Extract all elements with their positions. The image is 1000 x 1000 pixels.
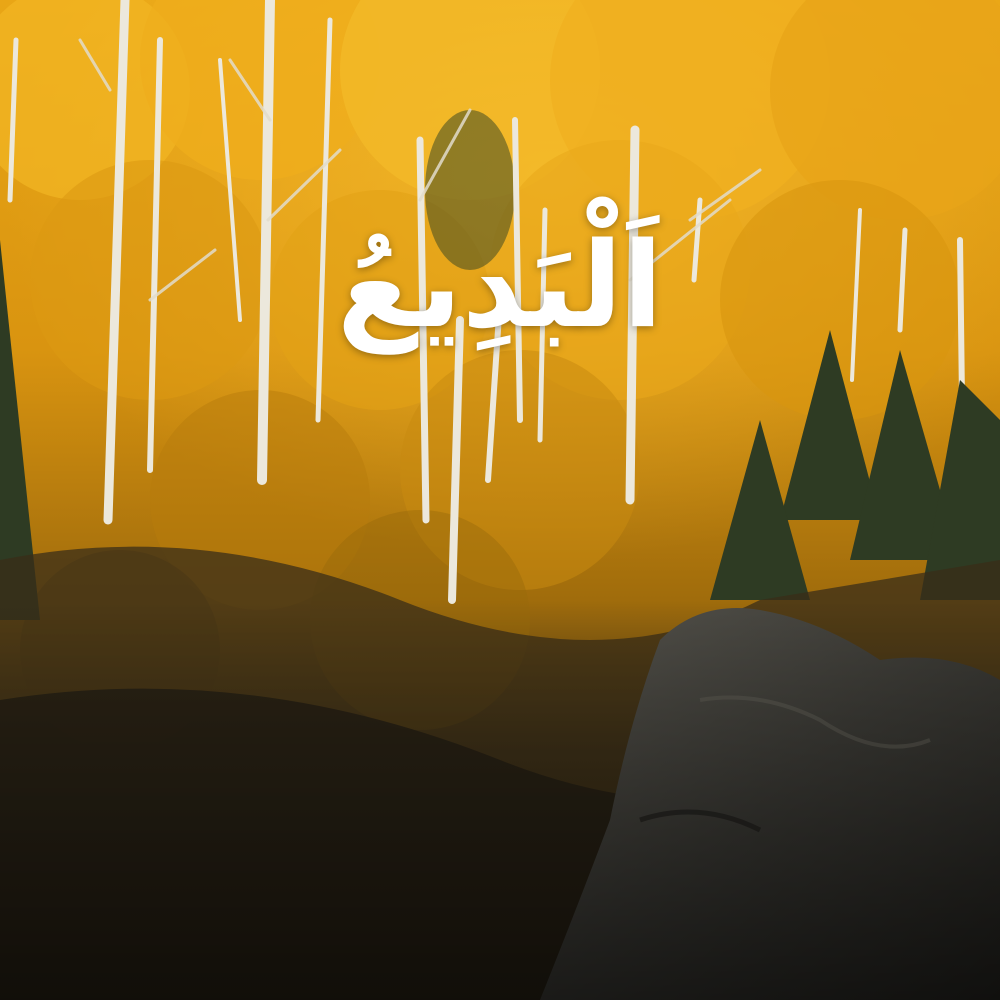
bottom-vignette bbox=[0, 600, 1000, 1000]
calligraphy-title: اَلْبَدِيعُ bbox=[337, 216, 663, 354]
